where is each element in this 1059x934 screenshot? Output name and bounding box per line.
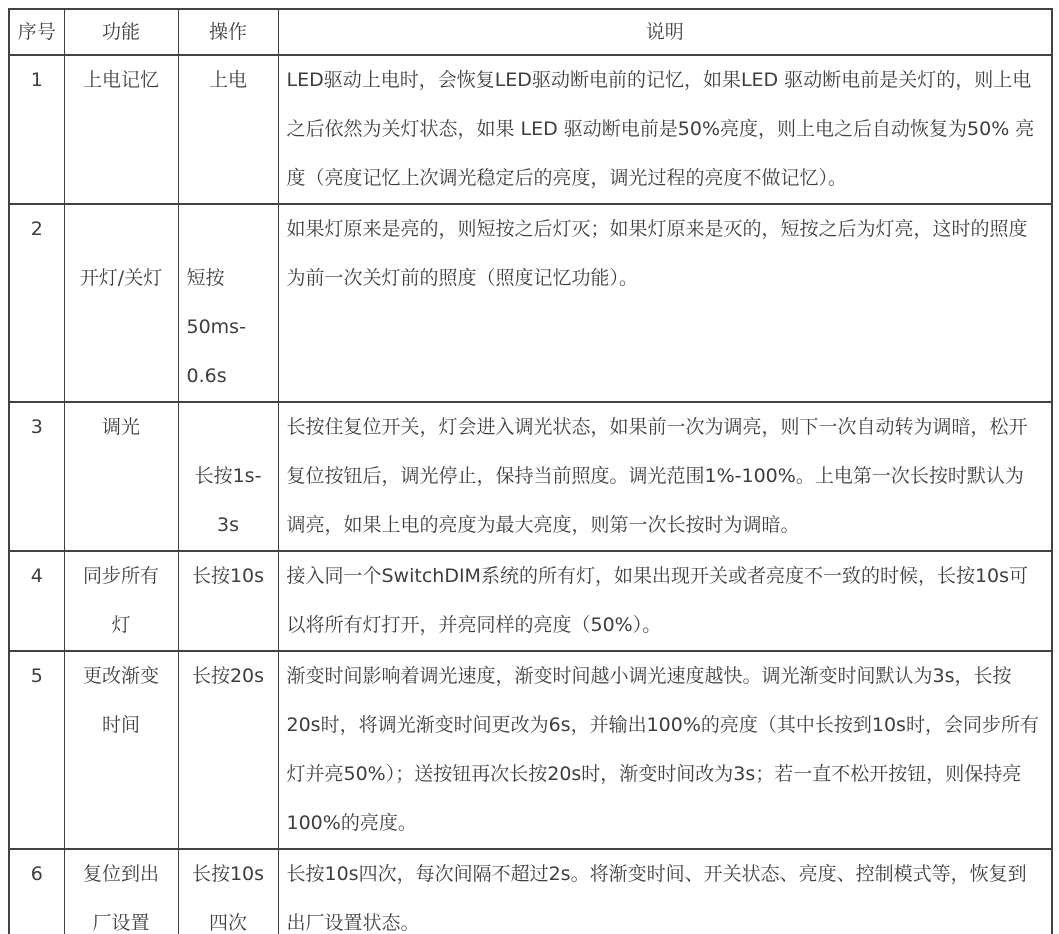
cell-line: 复位按钮后，调光停止，保持当前照度。调光范围1%-100%。上电第一次长按时默认为 bbox=[286, 465, 1024, 487]
cell-line: 出厂设置状态。 bbox=[286, 912, 420, 934]
cell-line bbox=[179, 403, 278, 452]
cell-line: 开灯/关灯 bbox=[79, 267, 163, 289]
column-header-operation: 操作 bbox=[178, 9, 278, 55]
cell-line: 100%的亮度。 bbox=[286, 812, 417, 834]
cell-line: 上电记忆 bbox=[82, 69, 159, 91]
cell-number bbox=[9, 849, 64, 934]
cell-function bbox=[64, 55, 178, 204]
table-row bbox=[9, 55, 1052, 204]
cell-line: 6 bbox=[30, 863, 43, 885]
cell-function bbox=[64, 651, 178, 849]
cell-line: 接入同一个SwitchDIM系统的所有灯，如果出现开关或者亮度不一致的时候，长按10s可 bbox=[286, 565, 1029, 587]
cell-line bbox=[179, 205, 278, 254]
cell-operation bbox=[178, 651, 278, 849]
table-row bbox=[9, 551, 1052, 651]
cell-line: 长按1s- bbox=[194, 465, 262, 487]
cell-operation bbox=[178, 551, 278, 651]
cell-description bbox=[278, 651, 1052, 849]
cell-line: 复位到出 bbox=[82, 863, 159, 885]
cell-line: 5 bbox=[30, 665, 43, 687]
cell-number bbox=[9, 551, 64, 651]
cell-line: LED驱动上电时，会恢复LED驱动断电前的记忆，如果LED 驱动断电前是关灯的，则上电 bbox=[286, 69, 1032, 91]
column-header-number: 序号 bbox=[9, 9, 64, 55]
table-row bbox=[9, 204, 1052, 402]
cell-line: 长按10s四次，每次间隔不超过2s。将渐变时间、开关状态、亮度、控制模式等，恢复到 bbox=[286, 863, 1027, 885]
cell-line: 长按住复位开关，灯会进入调光状态，如果前一次为调亮，则下一次自动转为调暗，松开 bbox=[286, 416, 1028, 438]
header-row bbox=[9, 9, 1052, 55]
table-row bbox=[9, 849, 1052, 934]
cell-number bbox=[9, 651, 64, 849]
cell-number bbox=[9, 402, 64, 551]
cell-line: 以将所有灯打开，并亮同样的亮度（50%）。 bbox=[286, 614, 662, 636]
cell-line: 0.6s bbox=[186, 365, 227, 387]
cell-line: 更改渐变 bbox=[82, 665, 159, 687]
cell-line: 厂设置 bbox=[92, 912, 150, 934]
cell-operation bbox=[178, 402, 278, 551]
cell-line: 四次 bbox=[208, 912, 247, 934]
cell-operation bbox=[178, 849, 278, 934]
cell-line: 长按10s bbox=[191, 863, 265, 885]
cell-description bbox=[278, 402, 1052, 551]
cell-line: 为前一次关灯前的照度（照度记忆功能）。 bbox=[286, 267, 639, 289]
cell-function bbox=[64, 849, 178, 934]
cell-line: 如果灯原来是亮的，则短按之后灯灭；如果灯原来是灭的，短按之后为灯亮，这时的照度 bbox=[286, 218, 1028, 240]
cell-line: 同步所有 bbox=[82, 565, 159, 587]
cell-line: 2 bbox=[30, 218, 43, 240]
cell-line: 调亮，如果上电的亮度为最大亮度，则第一次长按时为调暗。 bbox=[286, 514, 800, 536]
cell-function bbox=[64, 204, 178, 402]
cell-line: 3s bbox=[217, 514, 239, 536]
cell-number bbox=[9, 55, 64, 204]
cell-line: 渐变时间影响着调光速度，渐变时间越小调光速度越快。调光渐变时间默认为3s，长按 bbox=[286, 665, 1012, 687]
cell-function bbox=[64, 551, 178, 651]
cell-line: 灯 bbox=[111, 614, 131, 636]
table-row bbox=[9, 651, 1052, 849]
cell-operation bbox=[178, 204, 278, 402]
cell-line: 1 bbox=[30, 69, 43, 91]
cell-line: 灯并亮50%）；送按钮再次长按20s时，渐变时间改为3s；若一直不松开按钮，则保持亮 bbox=[286, 763, 1022, 785]
cell-line: 之后依然为关灯状态，如果 LED 驱动断电前是50%亮度，则上电之后自动恢复为50% 亮 bbox=[286, 118, 1035, 140]
column-header-description: 说明 bbox=[278, 9, 1052, 55]
cell-line: 上电 bbox=[208, 69, 247, 91]
cell-description bbox=[278, 204, 1052, 402]
cell-line bbox=[65, 205, 178, 254]
cell-line: 4 bbox=[30, 565, 43, 587]
spec-table bbox=[8, 8, 1053, 934]
table-row bbox=[9, 402, 1052, 551]
cell-operation bbox=[178, 55, 278, 204]
cell-description bbox=[278, 55, 1052, 204]
cell-function bbox=[64, 402, 178, 551]
cell-line: 调光 bbox=[101, 416, 140, 438]
cell-number bbox=[9, 204, 64, 402]
cell-line: 20s时，将调光渐变时间更改为6s，并输出100%的亮度（其中长按到10s时，会同步所有 bbox=[286, 714, 1039, 736]
cell-line: 短按 bbox=[186, 267, 225, 289]
cell-description bbox=[278, 551, 1052, 651]
cell-line: 度（亮度记忆上次调光稳定后的亮度，调光过程的亮度不做记忆）。 bbox=[286, 167, 848, 189]
cell-line: 时间 bbox=[101, 714, 140, 736]
cell-line: 3 bbox=[30, 416, 43, 438]
cell-line: 长按20s bbox=[191, 665, 265, 687]
cell-line: 长按10s bbox=[191, 565, 265, 587]
cell-line: 50ms- bbox=[186, 316, 246, 338]
column-header-function: 功能 bbox=[64, 9, 178, 55]
cell-description bbox=[278, 849, 1052, 934]
